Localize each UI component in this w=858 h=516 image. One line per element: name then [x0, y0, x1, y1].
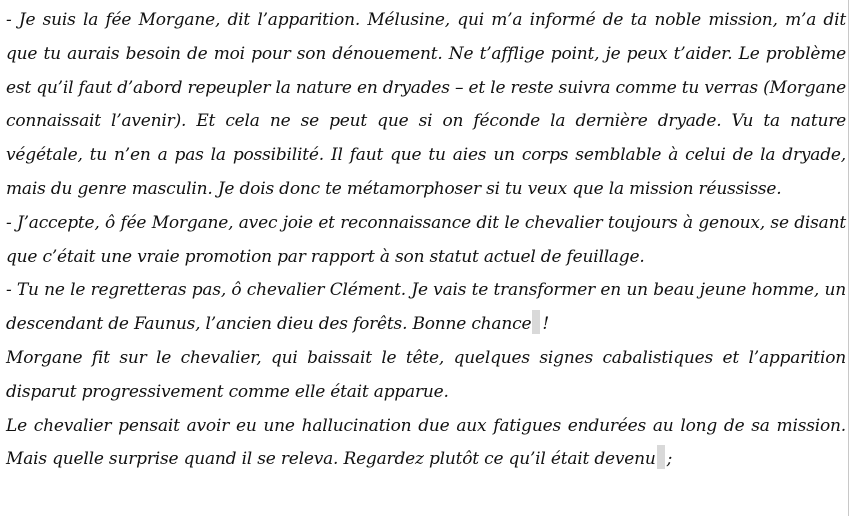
- paragraph-text: - Je suis la fée Morgane, dit l’apparition. Mélusine, qui m’a informé de ta noble mission, m’a dit que tu aurais besoin de moi pour son dénouement. Ne t’afflige point, je peux t’aider. Le problème est qu’il faut d’abord repeupler la nature en dryades – et le reste suivra comme tu verras (Morgane connaissait l’avenir). Et cela ne se peut que si on féconde la dernière dryade. Vu ta nature végétale, tu n’en a pas la possibilité. Il faut que tu aies un corps semblable à celui de la dryade, mais du genre masculin. Je dois donc te métamorphoser si tu veux que la mission réussisse.: [6, 10, 846, 199]
- page-edge-divider: [848, 0, 849, 516]
- paragraph-text: Morgane fit sur le chevalier, qui baissait le tête, quelques signes cabalistiques et l’apparition disparut progressivement comme elle était apparue.: [6, 347, 846, 402]
- paragraph-5[interactable]: [6, 410, 846, 478]
- paragraph-3[interactable]: [6, 274, 846, 342]
- paragraph-1[interactable]: [6, 4, 846, 207]
- paragraph-text: - Tu ne le regretteras pas, ô chevalier Clément. Je vais te transformer en un beau jeune homme, un descendant de Faunus, l’ancien dieu des forêts. Bonne chance: [6, 280, 846, 335]
- paragraph-text: - J’accepte, ô fée Morgane, avec joie et reconnaissance dit le chevalier toujours à genoux, se disant que c’était une vraie promotion par rapport à son statut actuel de feuillage.: [6, 212, 846, 267]
- space-marker: [657, 445, 665, 469]
- space-marker: [532, 310, 540, 334]
- paragraph-text: Le chevalier pensait avoir eu une hallucination due aux fatigues endurées au long de sa mission. Mais quelle surprise quand il se releva. Regardez plutôt ce qu’il était devenu: [6, 415, 846, 470]
- paragraph-tail: !: [542, 314, 549, 335]
- paragraph-2[interactable]: [6, 207, 846, 275]
- paragraph-tail: ;: [666, 449, 673, 470]
- document-body[interactable]: [6, 4, 846, 477]
- paragraph-4[interactable]: [6, 342, 846, 410]
